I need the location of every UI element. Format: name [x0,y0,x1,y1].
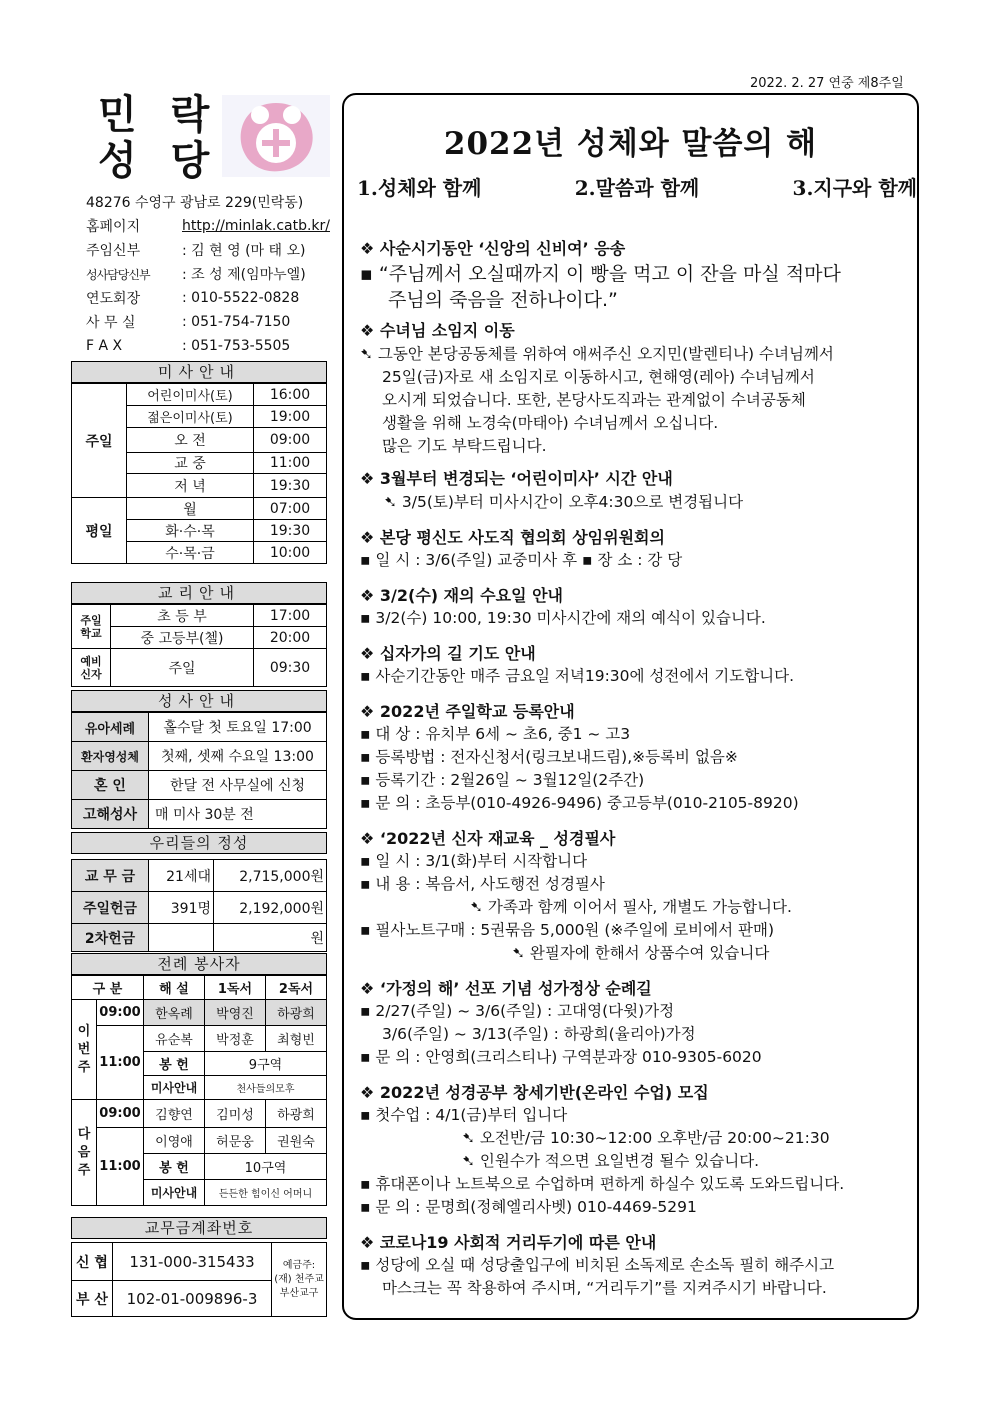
notice-line: 많은 기도 부탁드립니다. [382,437,547,455]
notice-line: ▪ 대 상 : 유치부 6세 ~ 초6, 중1 ~ 고3 [360,725,631,743]
catechism-header: 교리안내 [71,582,327,604]
issue-date: 2022. 2. 27 연중 제8주일 [750,76,904,91]
this-week-label: 이번주 [72,1000,97,1100]
notice-line: 생활을 위해 노경숙(마태아) 수녀님께서 오십니다. [382,414,719,432]
section-heading: ❖ ‘가정의 해’ 선포 기념 성가정상 순례길 [360,979,652,998]
section-heading: ❖ 2022년 주일학교 등록안내 [360,702,575,721]
notice-line: ➷ 3/5(토)부터 미사시간이 오후4:30으로 변경됩니다 [384,493,744,511]
notice-line: 오시게 되었습니다. 또한, 본당사도직과는 관계없이 수녀공동체 [382,391,806,409]
servers-header: 전례 봉사자 [71,953,327,975]
bank-table: 신 협 131-000-315433 예금주: (재) 천주교 부산교구 부 산 102-01-009896-3 [71,1242,327,1317]
notice-line: ▪ 필사노트구매 : 5권묶음 5,000원 (※주일에 로비에서 판매) [360,921,775,939]
notice-line: ➷ 그동안 본당공동체를 위하여 애써주신 오지민(발렌티나) 수녀님께서 [360,345,834,363]
church-name: 민 락 성 당 [98,91,220,184]
notice-line: 25일(금)자로 새 소임지로 이동하시고, 현해영(레아) 수녀님께서 [382,368,815,386]
section-heading: ❖ 코로나19 사회적 거리두기에 따른 안내 [360,1233,657,1252]
themes: 1.성체와 함께 2.말씀과 함께 3.지구와 함께 [357,176,917,200]
notice-line: ▪ 사순기간동안 매주 금요일 저녁19:30에 성전에서 기도합니다. [360,667,795,685]
notice-line: 주님의 죽음을 전하나이다.” [388,289,618,311]
info-row: F A X : 051-753-5505 [86,338,291,354]
main-title: 2022년 성체와 말씀의 해 [443,126,818,162]
info-row: 사 무 실 : 051-754-7150 [86,314,291,331]
notice-line: ▪ 내 용 : 복음서, 사도행전 성경필사 [360,875,605,893]
notice-line: ▪ 성당에 오실 때 성당출입구에 비치된 소독제로 손소독 필히 해주시고 [360,1256,835,1274]
church-info [86,190,336,358]
section-heading: ❖ 본당 평신도 사도직 협의회 상임위원회의 [360,528,665,547]
notice-line: ▪ 일 시 : 3/6(주일) 교중미사 후 ▪ 장 소 : 강 당 [360,551,683,569]
notice-line: ▪ 3/2(수) 10:00, 19:30 미사시간에 재의 예식이 있습니다. [360,609,766,627]
notice-line: 마스크는 꼭 착용하여 주시며, “거리두기”를 지켜주시기 바랍니다. [382,1279,827,1297]
section-heading: ❖ 사순시기동안 ‘신앙의 신비여’ 응송 [360,239,626,258]
address: 48276 수영구 광남로 229(민락동) [86,195,304,211]
notice-line: ▪ 등록기간 : 2월26일 ~ 3월12일(2주간) [360,771,645,789]
info-row: 홈페이지 http://minlak.catb.kr/ [86,214,336,238]
notice-line: ▪ 휴대폰이나 노트북으로 수업하며 편하게 하실수 있도록 도와드립니다. [360,1175,845,1193]
sacraments-header: 성사안내 [71,690,327,712]
section-heading: ❖ 3/2(수) 재의 수요일 안내 [360,586,564,605]
notice-line: ➷ 오전반/금 10:30~12:00 오후반/금 20:00~21:30 [462,1129,830,1147]
notice-line: ▪ 문 의 : 문명희(정혜엘리사벳) 010-4469-5291 [360,1198,697,1216]
mass-header: 미사안내 [71,361,327,383]
notice-line: ▪ 2/27(주일) ~ 3/6(주일) : 고대영(다윗)가정 [360,1002,675,1020]
next-week-label: 다음주 [72,1100,97,1206]
notice-line: 3/6(주일) ~ 3/13(주일) : 하광희(율리아)가정 [382,1025,696,1043]
section-heading: ❖ ‘2022년 신자 재교육 _ 성경필사 [360,829,616,848]
section-heading: ❖ 수녀님 소임지 이동 [360,321,515,340]
sacraments-table: 유아세례 홀수달 첫 토요일 17:00 환자영성체 첫째, 셋째 수요일 13:00 혼 인 한달 전 사무실에 신청 고해성사 매 미사 30분 전 [71,712,327,829]
catechism-table: 주일 학교 초 등 부 17:00 중 고등부(첼) 20:00 예비 신자 주일 09:30 [71,604,327,687]
notice-line: ▪ “주님께서 오실때까지 이 빵을 먹고 이 잔을 마실 적마다 [360,263,841,285]
info-row: 연도회장 : 010-5522-0828 [86,290,300,307]
notice-line: ▪ 일 시 : 3/1(화)부터 시작합니다 [360,852,588,870]
notice-line: ▪ 문 의 : 안영희(크리스티나) 구역분과장 010-9305-6020 [360,1048,762,1066]
notice-line: ➷ 완필자에 한해서 상품수여 있습니다 [512,944,770,962]
notice-line: ▪ 문 의 : 초등부(010-4926-9496) 중고등부(010-2105-8920) [360,794,799,812]
servers-table: 구 분 해 설 1독서 2독서 이번주 09:00 한옥례 박영진 하광희 11:00 유순복 박정훈 최형빈 봉 헌 9구역 미사안내 천사들의모후 다음주 09:00 김향연 김미성 하광희 11:00 이영애 허문웅 권원숙 봉 헌 10구역 미사안내 든든한 힘이신 어머니 [71,975,327,1206]
bank-header: 교무금계좌번호 [71,1217,327,1239]
offerings-header: 우리들의 정성 [71,832,327,854]
info-row: 성사담당신부 : 조 성 제(임마누엘) [86,267,306,283]
notice-line: ▪ 첫수업 : 4/1(금)부터 입니다 [360,1106,568,1124]
section-heading: ❖ 십자가의 길 기도 안내 [360,644,536,663]
church-logo-icon [222,95,330,177]
mass-table: 주일 어린이미사(토) 16:00 젊은이미사(토) 19:00 오 전 09:00 교 중 11:00 저 녁 19:30 평일 월 07:00 화·수·목 19:30 수·목·금 10:00 [71,383,327,564]
offerings-table: 교 무 금 21세대 2,715,000원 주일헌금 391명 2,192,000원 2차헌금 원 [71,859,327,952]
section-heading: ❖ 3월부터 변경되는 ‘어린이미사’ 시간 안내 [360,469,673,488]
notice-line: ➷ 가족과 함께 이어서 필사, 개별도 가능합니다. [470,898,792,916]
info-row: 주임신부 : 김 현 영 (마 태 오) [86,243,306,259]
section-heading: ❖ 2022년 성경공부 창세기반(온라인 수업) 모집 [360,1083,709,1102]
notice-line: ▪ 등록방법 : 전자신청서(링크보내드림),※등록비 없음※ [360,748,738,766]
homepage-link[interactable]: http://minlak.catb.kr/ [182,218,330,234]
notice-line: ➷ 인원수가 적으면 요일변경 될수 있습니다. [462,1152,760,1170]
